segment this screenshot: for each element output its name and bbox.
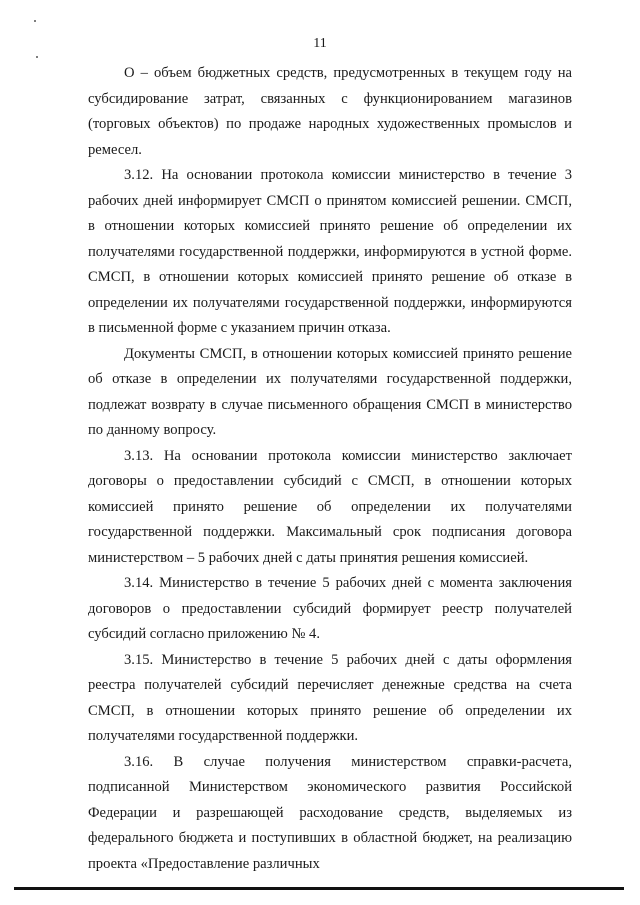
paragraph-documents-return: Документы СМСП, в отношении которых комиссией принято решение об отказе в определении их получателями государственной поддержки, подлежат возврату в случае письменного обращения СМСП в министерство по данному вопросу. [88, 345, 572, 438]
scan-speck [36, 56, 38, 58]
paragraph-3-13: 3.13. На основании протокола комиссии министерство заключает договоры о предоставлении субсидий с СМСП, в отношении которых комиссией принято решение об определении их получателями государственной поддержки. Максимальный срок подписания договора министерством – 5 рабочих дней с даты принятия решения комиссией. [88, 447, 572, 566]
paragraph-3-12: 3.12. На основании протокола комиссии министерство в течение 3 рабочих дней информирует СМСП о принятом комиссией решении. СМСП, в отношении которых комиссией принято решение об определении их получателями государственной поддержки, информируются в устной форме. СМСП, в отношении которых комиссией принято решение об отказе в определении их получателями государственной поддержки, информируются в письменной форме с указанием причин отказа. [88, 167, 572, 336]
page-number: 11 [313, 36, 327, 51]
paragraph-subsidy-volume: О – объем бюджетных средств, предусмотренных в текущем году на субсидирование затрат, связанных с функционированием магазинов (торговых объектов) по продаже народных художественных промыслов и ремесел. [88, 65, 572, 158]
paragraph-3-15: 3.15. Министерство в течение 5 рабочих дней с даты оформления реестра получателей субсидий перечисляет денежные средства на счета СМСП, в отношении которых принято решение об определении их получателями государственной поддержки. [88, 651, 572, 744]
paragraph-3-16: 3.16. В случае получения министерством справки-расчета, подписанной Министерством экономического развития Российской Федерации и разрешающей расходование средств, выделяемых из федерального бюджета и поступивших в областной бюджет, на реализацию проекта «Предоставление различных [88, 753, 572, 872]
scan-speck [34, 20, 36, 22]
bottom-rule [14, 887, 624, 890]
paragraph-3-14: 3.14. Министерство в течение 5 рабочих дней с момента заключения договоров о предоставлении субсидий формирует реестр получателей субсидий согласно приложению № 4. [88, 575, 572, 642]
document-body [88, 61, 572, 877]
